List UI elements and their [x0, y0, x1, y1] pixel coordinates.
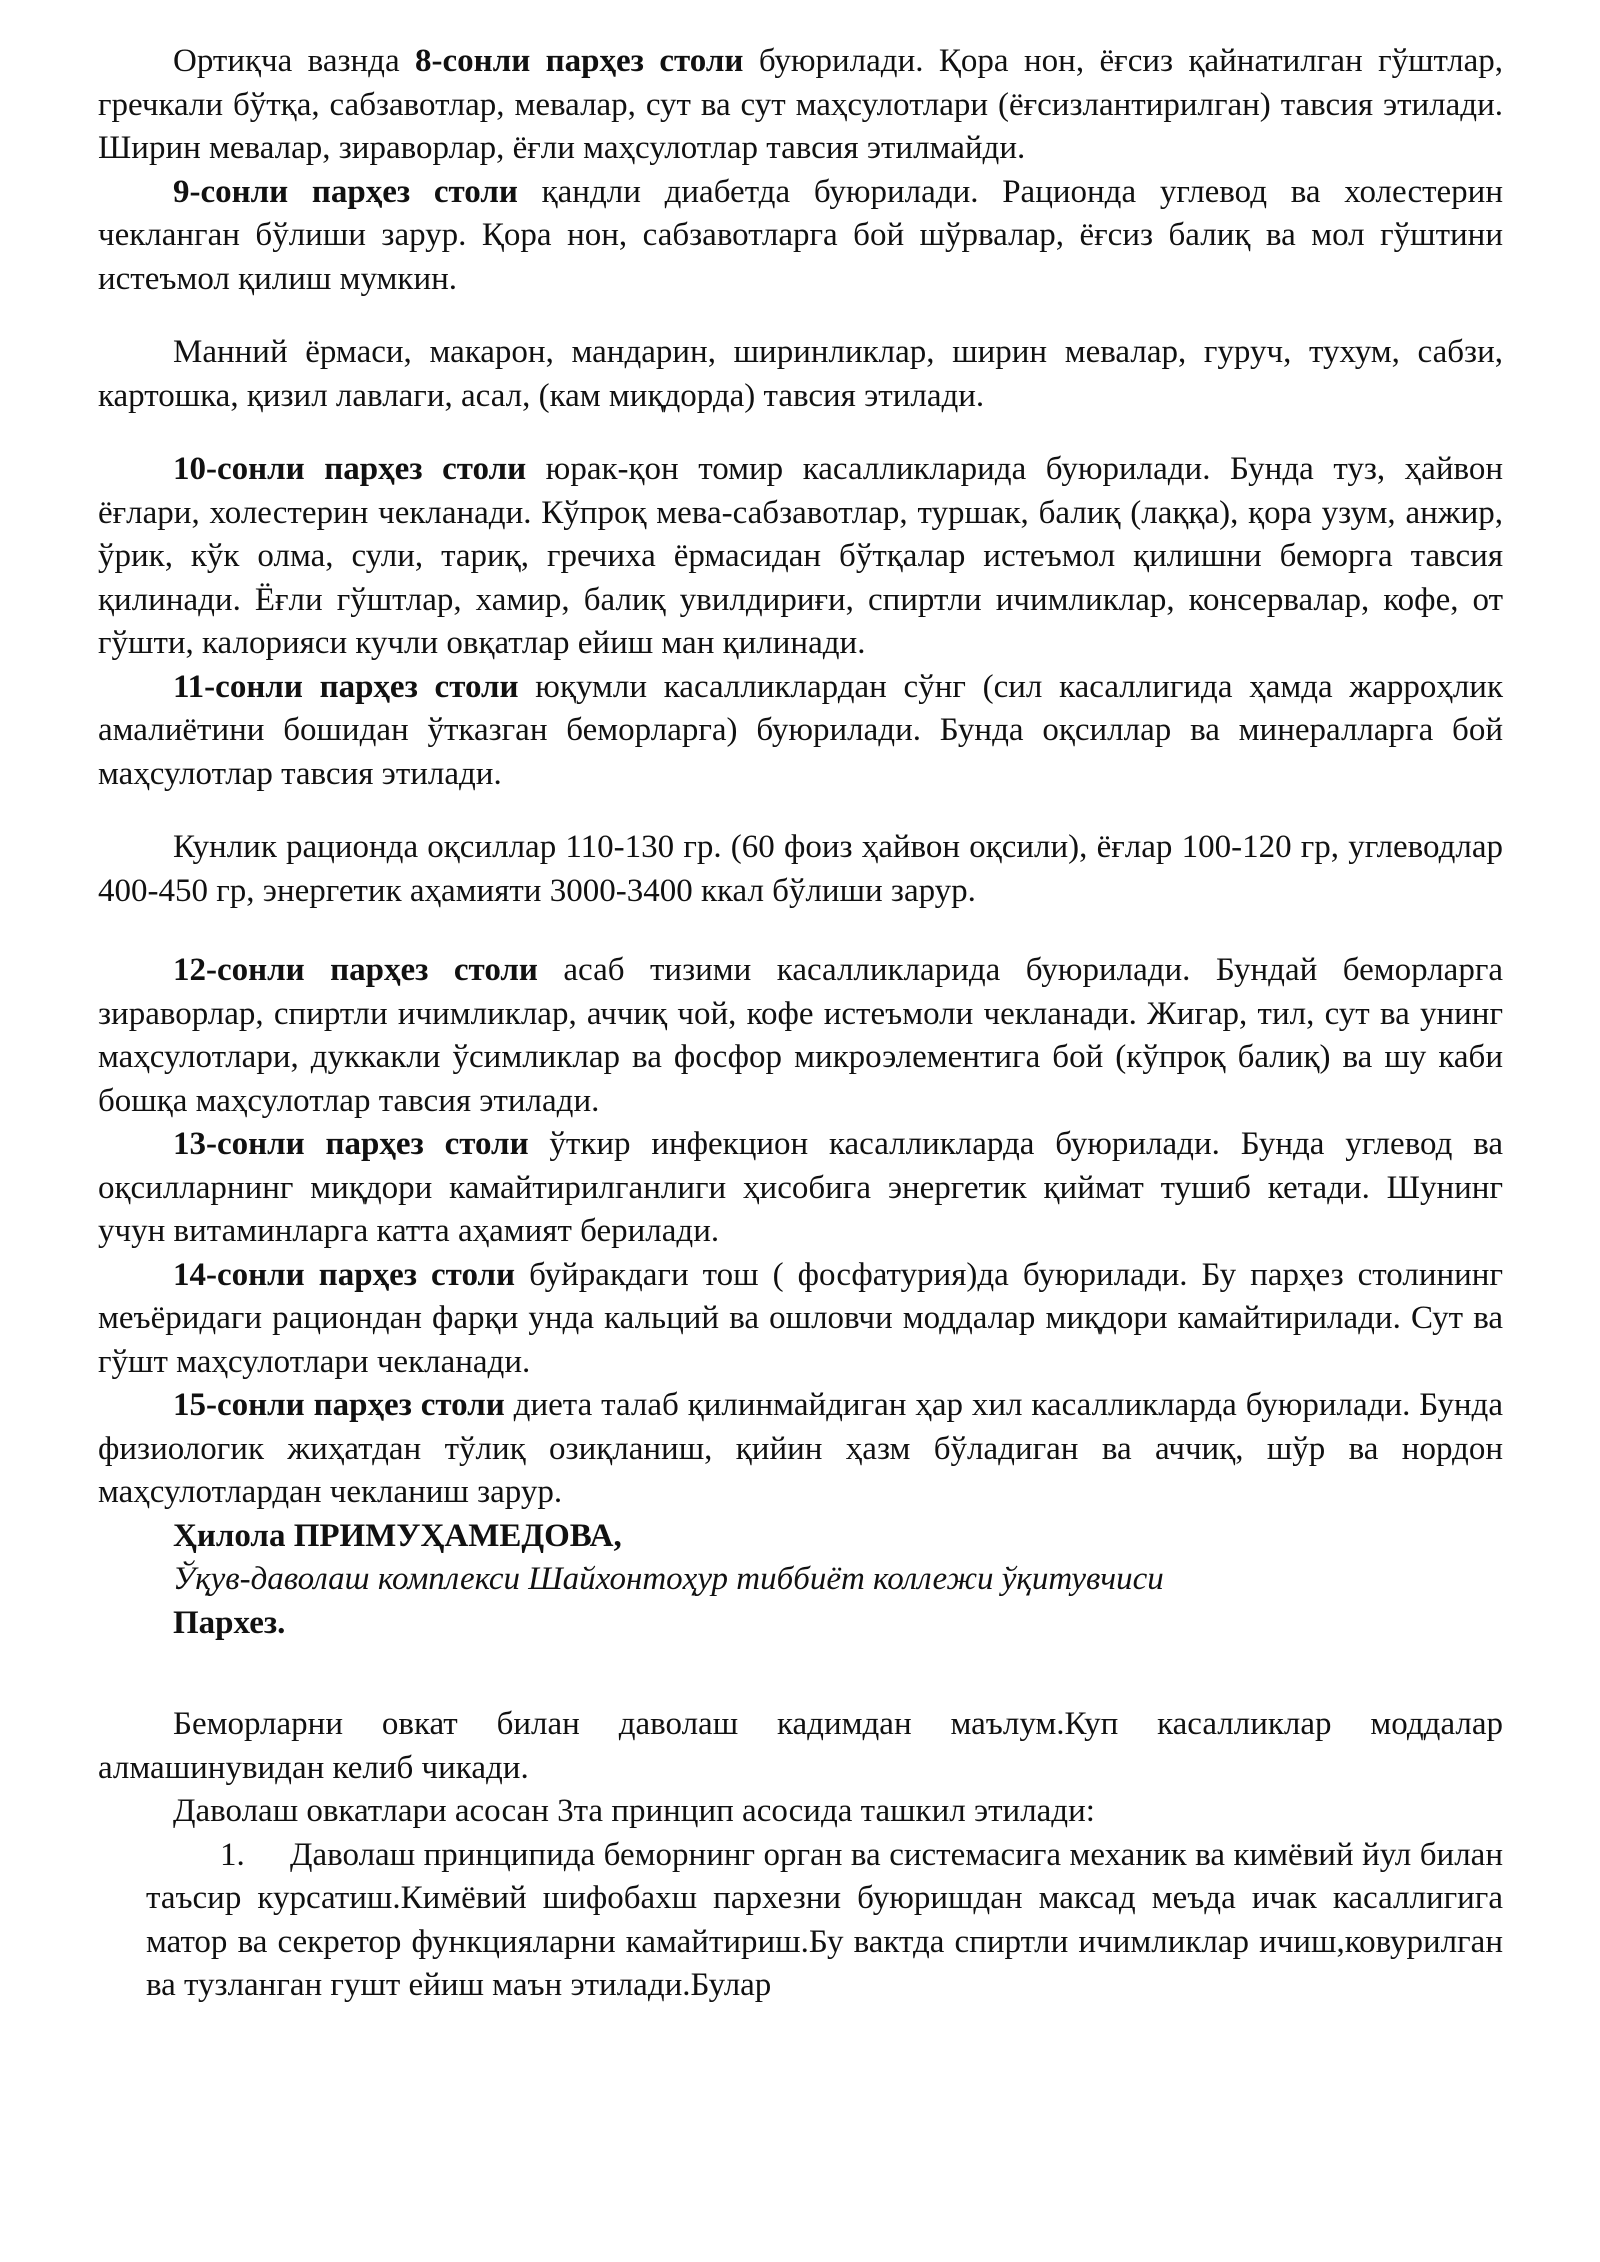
document-page	[98, 40, 1503, 2008]
list-number: 1.	[220, 1836, 245, 1873]
diet-table-title: 12-сонли парҳез столи	[173, 952, 538, 988]
paragraph-text: қандли диабетда буюрилади. Рационда углевод ва холестерин чекланган бўлиши зарур. Қора нон, сабзавотларга бой шўрвалар, ёғсиз балиқ ва мол гўштини истеъмол қилиш мумкин.	[98, 173, 1504, 297]
paragraph-diet-9	[98, 171, 1503, 302]
paragraph-diet-14	[98, 1254, 1503, 1385]
list-item-text: Даволаш принципида беморнинг орган ва системасига механик ва кимёвий йул билан таъсир курсатиш.Кимёвий шифобахш пархезни буюришдан максад меъда ичак касаллигига матор ва секретор функцияларни камайтириш.Бу вактда спиртли ичимликлар ичиш,ковурилган ва тузланган гушт ейиш маън этилади.Булар	[146, 1836, 1503, 2003]
paragraph-text: буйракдаги тош ( фосфатурия)да буюрилади. Бу парҳез столининг меъёридаги рациондан фарқи унда кальций ва ошловчи моддалар миқдори камайтирилади. Сут ва гўшт маҳсулотлари чекланади.	[98, 1256, 1503, 1380]
author-name: Ҳилола ПРИМУҲАМЕДОВА,	[173, 1517, 622, 1554]
diet-table-title: 13-сонли парҳез столи	[173, 1126, 529, 1162]
diet-table-title: 8-сонли парҳез столи	[415, 43, 744, 79]
paragraph-diet-12	[98, 949, 1503, 1123]
paragraph-diet-9-foods	[98, 331, 1503, 418]
paragraph-diet-8	[98, 40, 1503, 171]
paragraph-text: асаб тизими касалликларида буюрилади. Бундай беморларга зираворлар, спиртли ичимликлар, аччиқ чой, кофе истеъмоли чекланади. Жигар, тил, сут ва унинг маҳсулотлари, дуккакли ўсимликлар ва фосфор микроэлементига бой (кўпроқ балиқ) ва шу каби бошқа маҳсулотлар тавсия этилади.	[98, 952, 1504, 1119]
paragraph-intro	[98, 1703, 1503, 1790]
paragraph-principles	[98, 1790, 1503, 1834]
paragraph-text: диета талаб қилинмайдиган ҳар хил касалликларда буюрилади. Бунда физиологик жиҳатдан тўлиқ озиқланиш, қийин ҳазм бўладиган ва аччиқ, шўр ва нордон маҳсулотлардан чекланиш зарур.	[98, 1387, 1503, 1510]
diet-table-title: 15-сонли парҳез столи	[173, 1387, 505, 1423]
paragraph-text: юқумли касалликлардан сўнг (сил касаллигида ҳамда жарроҳлик амалиётини бошидан ўтказган беморларга) буюрилади. Бунда оқсиллар ва минералларга бой маҳсулотлар тавсия этилади.	[98, 668, 1503, 792]
paragraph-text: буюрилади. Қора нон, ёғсиз қайнатилган гўштлар, гречкали бўтқа, сабзавотлар, мевалар, сут ва сут маҳсулотлари (ёғсизлантирилган) тавсия этилади. Ширин мевалар, зираворлар, ёғли маҳсулотлар тавсия этилмайди.	[98, 43, 1503, 166]
diet-table-title: 14-сонли парҳез столи	[173, 1256, 516, 1293]
diet-table-title: 10-сонли парҳез столи	[173, 451, 527, 487]
list-item	[98, 1834, 1503, 2008]
paragraph-diet-11	[98, 666, 1503, 797]
paragraph-diet-15	[98, 1384, 1503, 1515]
paragraph-lead: Ортиқча вазнда	[173, 43, 416, 79]
paragraph-text: юрак-қон томир касалликларида буюрилади. Бунда туз, ҳайвон ёғлари, холестерин чекланади. Кўпроқ мева-сабзавотлар, туршак, балиқ (лаққа), қора узум, анжир, ўрик, кўк олма, сули, тариқ, гречиха ёрмасидан бўтқалар истеъмол қилишни беморга тавсия қилинади. Ёғли гўштлар, хамир, балиқ увилдириғи, спиртли ичимликлар, консервалар, кофе, от гўшти, калорияси кучли овқатлар ейиш ман қилинади.	[98, 451, 1504, 661]
paragraph-text: Кунлик рационда оқсиллар 110-130 гр. (60 фоиз ҳайвон оқсили), ёғлар 100-120 гр, углеводлар 400-450 гр, энергетик аҳамияти 3000-3400 ккал бўлиши зарур.	[98, 829, 1503, 909]
paragraph-diet-10	[98, 448, 1503, 666]
paragraph-text: Беморларни овкат билан даволаш кадимдан маълум.Куп касалликлар моддалар алмашинувидан келиб чикади.	[98, 1706, 1503, 1786]
paragraph-diet-13	[98, 1123, 1503, 1254]
paragraph-text: Даволаш овкатлари асосан 3та принцип асосида ташкил этилади:	[173, 1793, 1095, 1829]
author-role: Ўқув-даволаш комплекси Шайхонтоҳур тиббиёт коллежи ўқитувчиси	[173, 1561, 1164, 1597]
section-heading: Пархез.	[173, 1604, 286, 1641]
paragraph-text: ўткир инфекцион касалликларда буюрилади. Бунда углевод ва оқсилларнинг миқдори камайтирилганлиги ҳисобига энергетик қиймат тушиб кетади. Шунинг учун витаминларга катта аҳамият берилади.	[98, 1126, 1503, 1249]
paragraph-text: Манний ёрмаси, макарон, мандарин, ширинликлар, ширин мевалар, гуруч, тухум, сабзи, картошка, қизил лавлаги, асал, (кам миқдорда) тавсия этилади.	[98, 334, 1503, 414]
diet-table-title: 9-сонли парҳез столи	[173, 173, 518, 210]
paragraph-diet-11-ration	[98, 826, 1503, 913]
diet-table-title: 11-сонли парҳез столи	[173, 668, 519, 705]
